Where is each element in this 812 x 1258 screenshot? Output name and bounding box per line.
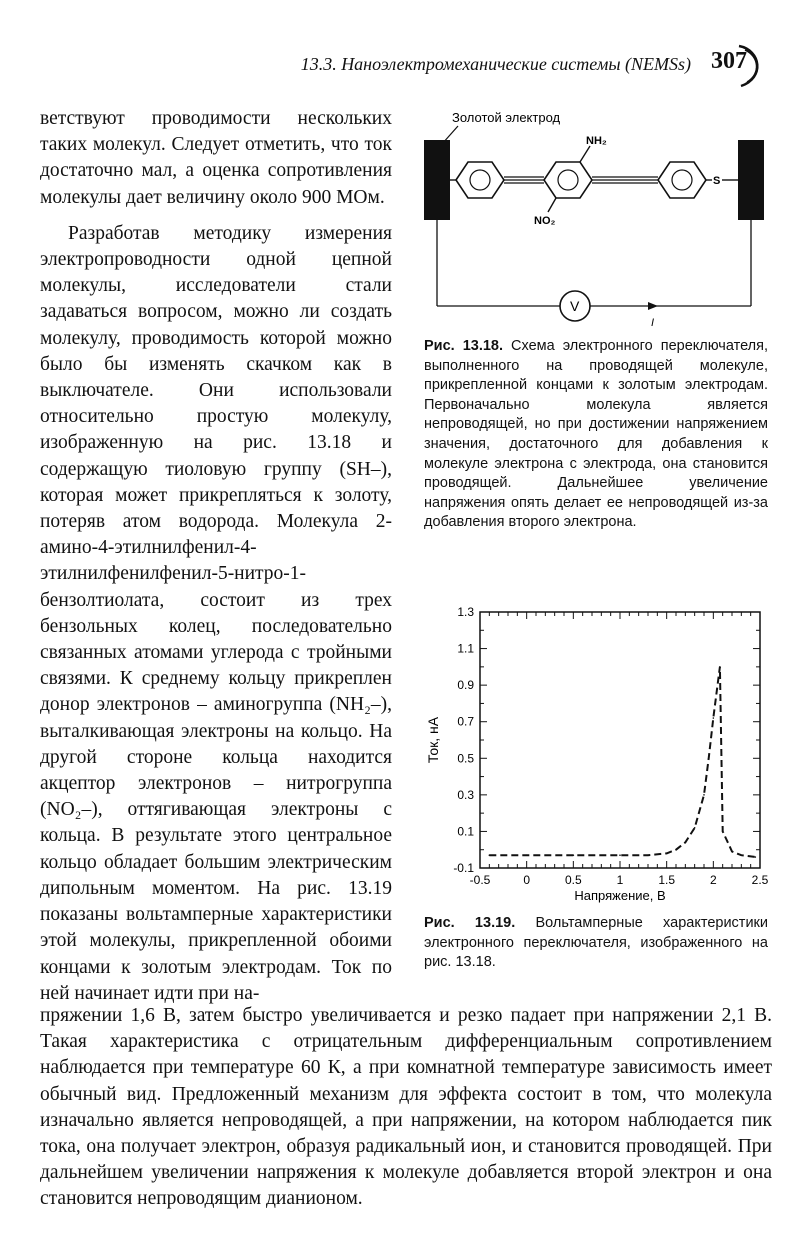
data-point <box>685 842 687 844</box>
benzene-ring-right <box>658 162 706 198</box>
voltmeter-label: V <box>570 298 580 314</box>
gold-electrode-left <box>424 140 450 220</box>
data-point <box>489 854 491 856</box>
triple-bond-1 <box>504 177 544 183</box>
header-title: 13.3. Наноэлектромеханические системы (NEMSs) <box>300 54 691 74</box>
iv-curve-line <box>489 667 755 857</box>
current-arrow-icon <box>648 302 658 310</box>
figure-13-19-text: Вольтамперные характеристики электронного переключателя, изображенного на рис. 13.18. <box>424 915 768 971</box>
figure-13-19-chart <box>418 600 772 906</box>
amino-group-label: NH₂ <box>586 135 607 147</box>
figure-13-18-number: Рис. 13.18. <box>424 338 504 354</box>
page-number: 307 <box>711 48 747 74</box>
sulfur-label: S <box>713 175 721 187</box>
figure-13-18-text: Схема электронного переключателя, выполненного на проводящей молекуле, прикрепленной концами к золотым электродам. Первоначально молекула является непроводящей, но при достижении напряжением значения, достаточного для добавления к молекуле электрона с электрода, она становится проводящей. Дальнейшее увеличение напряжения опять делает ее непроводящей из-за добавления второго электрона. <box>424 338 769 531</box>
y-tick-label: 1.1 <box>457 641 474 656</box>
x-tick-label: -0.5 <box>469 873 491 887</box>
data-point <box>731 851 733 853</box>
data-point <box>713 717 715 719</box>
current-label: I <box>651 317 655 329</box>
gold-electrode-right <box>738 140 764 220</box>
data-point <box>647 854 649 856</box>
y-tick-label: 0.5 <box>457 751 474 766</box>
x-tick-label: 0 <box>523 873 531 887</box>
benzene-ring-center <box>544 146 592 212</box>
y-tick-label: 0.1 <box>457 824 474 839</box>
y-axis-label: Ток, нА <box>425 716 441 764</box>
figure-13-18-diagram <box>420 108 772 330</box>
benzene-ring-left <box>456 162 504 198</box>
data-point <box>741 854 743 856</box>
y-tick-label: 0.7 <box>457 714 474 729</box>
triple-bond-2 <box>592 177 658 183</box>
data-point <box>719 666 721 668</box>
figure-13-19-number: Рис. 13.19. <box>424 915 516 931</box>
full-width-paragraph: пряжении 1,6 В, затем быстро увеличивается и резко падает при напряжении 2,1 В. Такая характеристика с отрицательным дифференциальным сопротивлением наблюдается при температуре 60 К, а при комнатной температуре зависимость имеет обычный вид. Предложенный механизм для эффекта состоит в том, что молекула изначально является непроводящей, а при напряжении, на котором наблюдается пик тока, она получает электрон, образуя радикальный ион, и становится проводящей. При дальнейшем увеличении напряжения к молекуле добавляется второй электрон и она становится непроводящим дианионом. <box>40 1005 772 1210</box>
data-point <box>619 854 621 856</box>
data-point <box>708 757 710 759</box>
running-header <box>285 44 765 84</box>
header-ornament <box>735 44 765 88</box>
figure-13-18-caption <box>424 337 768 533</box>
x-tick-label: 2.5 <box>751 873 769 887</box>
data-point <box>694 827 696 829</box>
paragraph-2: Разработав методику измерения электропроводности одной цепной молекулы, исследователи стали задаваться вопросом, можно ли создать молекулу, проводимость которой можно было бы изменять скачком как в выключателе. Они использовали относительно простую молекулу, изображенную на рис. 13.18 и содержащую тиоловую группу (SH–), которая может прикрепляться к золоту, потеряв атом водорода. Молекула 2-амино-4-этилнилфенил-4-этилнилфенилфенил-5-нитро-1-бензолтиолата, состоит из трех бензольных колец, последовательно связанных атомами углерода с тройными связями. К среднему кольцу прикреплен донор электронов – аминогруппа (NH₂–), выталкивающая электроны на кольцо. На другой стороне кольца находится акцептор электронов – нитрогруппа (NO₂–), оттягивающая электроны с кольца. В результате этого центральное кольцо обладает большим электрическим дипольным моментом. На рис. 13.19 показаны вольтамперные характеристики этой молекулы, прикрепленной обоими концами к золотым электродам. Ток по ней начинает идти при на- <box>40 222 392 1004</box>
y-tick-label: 0.9 <box>457 678 474 693</box>
data-point <box>722 831 724 833</box>
x-tick-label: 1 <box>616 873 624 887</box>
external-circuit <box>437 220 751 306</box>
paragraph-1: ветствуют проводимости нескольких таких молекул. Следует отметить, что ток достаточно мал, а оценка сопротивления молекулы дает величину около 900 МОм. <box>40 108 392 208</box>
data-point <box>703 794 705 796</box>
figure-13-19-caption <box>424 914 768 973</box>
y-tick-label: 0.3 <box>457 787 474 802</box>
gold-electrode-label: Золотой электрод <box>452 110 561 125</box>
nitro-group-label: NO₂ <box>534 215 556 227</box>
y-tick-label: 1.3 <box>457 605 474 619</box>
x-tick-label: 1.5 <box>658 873 676 887</box>
data-point <box>717 681 719 683</box>
data-point <box>675 849 677 851</box>
data-point <box>666 853 668 855</box>
plot-frame <box>480 612 760 868</box>
x-axis-label: Напряжение, В <box>574 888 666 903</box>
data-point <box>755 856 757 858</box>
data-point <box>526 854 528 856</box>
data-point <box>573 854 575 856</box>
left-column-text <box>40 106 392 1007</box>
x-tick-label: 2 <box>709 873 717 887</box>
x-tick-label: 0.5 <box>564 873 582 887</box>
y-tick-label: -0.1 <box>453 861 474 875</box>
